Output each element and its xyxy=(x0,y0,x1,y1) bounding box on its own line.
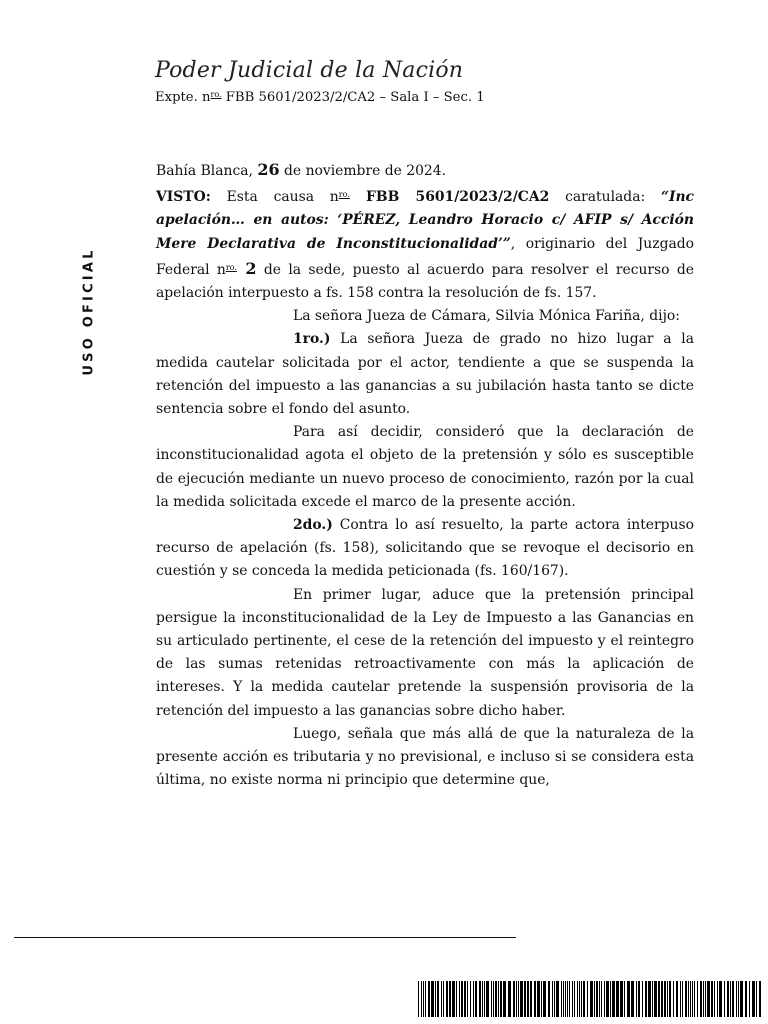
barcode-bar xyxy=(500,981,502,1017)
barcode-bar xyxy=(732,981,734,1017)
case-reference-prefix: Expte. n xyxy=(155,90,211,105)
barcode-bar xyxy=(682,981,683,1017)
barcode-bar xyxy=(543,981,546,1017)
visto-text-1: Esta causa n xyxy=(210,189,339,206)
barcode-bar xyxy=(703,981,704,1017)
barcode-bar xyxy=(554,981,555,1017)
barcode-bar xyxy=(648,981,651,1017)
barcode-bar xyxy=(661,981,663,1017)
barcode-bar xyxy=(688,981,689,1017)
visto-label: VISTO: xyxy=(156,189,211,206)
case-reference-rest: FBB 5601/2023/2/CA2 – Sala I – Sec. 1 xyxy=(221,90,485,105)
header-title: Poder Judicial de la Nación xyxy=(155,58,464,83)
barcode-bar xyxy=(700,981,702,1017)
barcode-bar xyxy=(594,981,595,1017)
paragraph-3-label: 2do.) xyxy=(293,517,333,534)
barcode-bar xyxy=(441,981,442,1017)
barcode-bar xyxy=(561,981,562,1017)
barcode-bar xyxy=(437,981,439,1017)
barcode-bar xyxy=(669,981,671,1017)
barcode-bar xyxy=(470,981,471,1017)
barcode-bar xyxy=(418,981,419,1017)
barcode-bar xyxy=(711,981,713,1017)
barcode-bar xyxy=(604,981,605,1017)
barcode-bar xyxy=(459,981,460,1017)
barcode-bar xyxy=(645,981,647,1017)
barcode-bar xyxy=(527,981,529,1017)
barcode-bar xyxy=(461,981,463,1017)
barcode-bar xyxy=(524,981,526,1017)
barcode-bar xyxy=(756,981,757,1017)
case-reference-sup: ro. xyxy=(210,90,222,99)
barcode-bar xyxy=(694,981,695,1017)
barcode-bar xyxy=(612,981,615,1017)
barcode-bar xyxy=(596,981,598,1017)
paragraph-1-text: La señora Jueza de grado no hizo lugar a la medida cautelar solicitada por el actor, tendiente a que se suspenda la retención del impuesto a las ganancias a su jubilación hasta tanto se dicte sentencia sobre el fondo del asunto. xyxy=(156,331,694,418)
barcode-bar xyxy=(473,981,474,1017)
date-pre: Bahía Blanca, xyxy=(156,163,258,179)
barcode-bar xyxy=(537,981,540,1017)
side-watermark xyxy=(78,247,98,380)
paragraph-3-text: Contra lo así resuelto, la parte actora interpuso recurso de apelación (fs. 158), solicitando que se revoque el decisorio en cuestión y se conceda la medida peticionada (fs. 160/167). xyxy=(156,517,694,580)
barcode-bar xyxy=(449,981,451,1017)
barcode-bar xyxy=(714,981,715,1017)
barcode-bar xyxy=(482,981,483,1017)
barcode-bar xyxy=(752,981,755,1017)
barcode-bar xyxy=(446,981,448,1017)
barcode-bar xyxy=(658,981,660,1017)
barcode-bar xyxy=(452,981,455,1017)
barcode-bar xyxy=(736,981,737,1017)
visto-text-4: de la sede, puesto al acuerdo para resolver el recurso de apelación interpuesto a fs. 158 contra la resolución de fs. 157. xyxy=(156,261,694,302)
barcode-bar xyxy=(574,981,575,1017)
barcode-bar xyxy=(638,981,640,1017)
barcode-bar xyxy=(673,981,674,1017)
barcode-bar xyxy=(530,981,532,1017)
barcode-bar xyxy=(606,981,609,1017)
barcode-bar xyxy=(548,981,550,1017)
barcode-bar xyxy=(610,981,611,1017)
visto-sup-1: ro. xyxy=(338,190,350,200)
visto-paragraph xyxy=(156,183,694,305)
paragraph-4: En primer lugar, aduce que la pretensión principal persigue la inconstitucionalidad de la Ley de Impuesto a las Ganancias en su articulado pertinente, el cese de la retención del impuesto y el reintegro de las sumas retenidas retroactivamente con más la aplicación de intereses. Y la medida cautelar pretende la suspensión provisoria de la retención del impuesto a las ganancias sobre dicho haber. xyxy=(156,586,694,719)
visto-text-3: , originario del Juzgado Federal n xyxy=(156,235,695,278)
visto-sup-2: ro. xyxy=(225,262,237,272)
barcode-bar xyxy=(631,981,634,1017)
barcode-bar xyxy=(421,981,422,1017)
barcode-bar xyxy=(565,981,566,1017)
barcode-bar xyxy=(652,981,653,1017)
barcode-bar xyxy=(624,981,625,1017)
paragraph-1 xyxy=(156,328,694,421)
barcode-bar xyxy=(690,981,691,1017)
barcode-bar xyxy=(599,981,600,1017)
barcode-bar xyxy=(493,981,494,1017)
barcode-bar xyxy=(423,981,424,1017)
barcode-bar xyxy=(520,981,523,1017)
barcode-bar xyxy=(717,981,718,1017)
barcode-bar xyxy=(479,981,481,1017)
barcode-icon xyxy=(418,981,764,1017)
barcode-bar xyxy=(435,981,436,1017)
barcode-bar xyxy=(730,981,731,1017)
barcode-bar xyxy=(508,981,511,1017)
footer-rule xyxy=(14,937,516,938)
jueza-intro: La señora Jueza de Cámara, Silvia Mónica Fariña, dijo: xyxy=(293,308,680,325)
barcode-bar xyxy=(464,981,466,1017)
visto-juzgado-number: 2 xyxy=(236,258,257,278)
barcode-bar xyxy=(601,981,602,1017)
barcode-bar xyxy=(456,981,457,1017)
barcode-bar xyxy=(685,981,687,1017)
barcode-bar xyxy=(495,981,497,1017)
barcode-bar xyxy=(590,981,593,1017)
barcode-bar xyxy=(667,981,668,1017)
barcode-bar xyxy=(636,981,637,1017)
visto-caratula: “Inc apelación… en autos: ‘PÉREZ, Leandro Horacio c/ AFIP s/ Acción Mere Declarativa de Inconstitucionalidad’” xyxy=(156,189,694,252)
barcode-bar xyxy=(724,981,725,1017)
visto-text-2: caratulada: xyxy=(549,189,661,206)
barcode-bar xyxy=(577,981,578,1017)
case-reference xyxy=(155,90,485,105)
barcode-bar xyxy=(705,981,706,1017)
date-line xyxy=(156,158,694,183)
barcode-bar xyxy=(431,981,434,1017)
barcode-bar xyxy=(620,981,623,1017)
barcode-bar xyxy=(541,981,542,1017)
barcode-bar xyxy=(759,981,761,1017)
barcode-bar xyxy=(513,981,515,1017)
barcode-bar xyxy=(552,981,553,1017)
barcode-bar xyxy=(749,981,750,1017)
barcode-bar xyxy=(491,981,492,1017)
barcode-bar xyxy=(676,981,678,1017)
barcode-bar xyxy=(627,981,630,1017)
barcode-bar xyxy=(486,981,489,1017)
barcode-bar xyxy=(425,981,426,1017)
barcode-bar xyxy=(579,981,580,1017)
barcode-bar xyxy=(680,981,681,1017)
barcode-bar xyxy=(581,981,582,1017)
barcode-bar xyxy=(572,981,573,1017)
barcode-bar xyxy=(738,981,739,1017)
barcode-bar xyxy=(503,981,506,1017)
visto-case-number: FBB 5601/2023/2/CA2 xyxy=(349,189,550,206)
barcode-bar xyxy=(616,981,619,1017)
barcode-bar xyxy=(518,981,519,1017)
barcode-bar xyxy=(642,981,643,1017)
barcode-bar xyxy=(475,981,477,1017)
barcode-bar xyxy=(498,981,499,1017)
paragraph-5: Luego, señala que más allá de que la naturaleza de la presente acción es tributaria y no previsional, e incluso si se considera esta última, no existe norma ni principio que determine que, xyxy=(156,725,694,789)
barcode-bar xyxy=(569,981,570,1017)
document-body xyxy=(156,158,694,792)
barcode-bar xyxy=(654,981,657,1017)
barcode-bar xyxy=(697,981,698,1017)
paragraph-1-label: 1ro.) xyxy=(293,331,331,348)
barcode-bar xyxy=(428,981,430,1017)
date-day: 26 xyxy=(257,160,280,179)
barcode-bar xyxy=(745,981,747,1017)
barcode-bar xyxy=(719,981,722,1017)
barcode-bar xyxy=(467,981,468,1017)
barcode-bar xyxy=(563,981,564,1017)
barcode-bar xyxy=(443,981,444,1017)
barcode-bar xyxy=(556,981,559,1017)
side-watermark-text: USO OFICIAL xyxy=(81,247,97,376)
barcode-bar xyxy=(534,981,536,1017)
barcode-bar xyxy=(707,981,710,1017)
barcode-bar xyxy=(692,981,693,1017)
date-post: de noviembre de 2024. xyxy=(279,163,447,179)
barcode-bar xyxy=(740,981,743,1017)
paragraph-2: Para así decidir, consideró que la declaración de inconstitucionalidad agota el objeto de la pretensión y sólo es susceptible de ejecución mediante un nuevo proceso de conocimiento, razón por la cual la medida solicitada excede el marco de la presente acción. xyxy=(156,424,694,510)
barcode-bar xyxy=(664,981,666,1017)
barcode-bar xyxy=(484,981,485,1017)
barcode-bar xyxy=(587,981,588,1017)
barcode-bar xyxy=(583,981,585,1017)
paragraph-3 xyxy=(156,514,694,584)
barcode-bar xyxy=(516,981,517,1017)
barcode-bar xyxy=(567,981,568,1017)
barcode-bar xyxy=(727,981,729,1017)
